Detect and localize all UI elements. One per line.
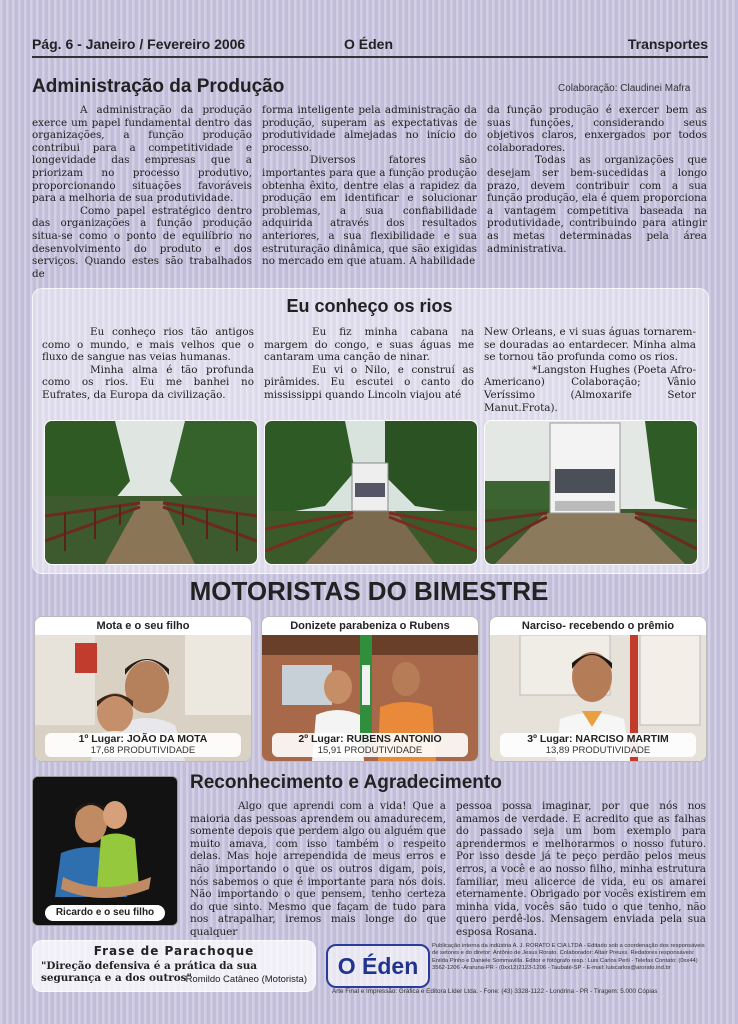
print-credit: Arte Final e Impressão: Gráfica e Editora Líder Ltda. - Fone: (43) 3328-1122 - Londrina - PR - Tiragem: 5.000 Cópias bbox=[332, 988, 658, 995]
phrase-title: Frase de Parachoque bbox=[93, 944, 255, 958]
page-number: Pág. 6 - Janeiro / Fevereiro 2006 bbox=[32, 36, 246, 52]
driver-card-caption bbox=[500, 733, 696, 757]
driver-card-3 bbox=[489, 616, 707, 762]
driver-score: 15,91 PRODUTIVIDADE bbox=[317, 745, 423, 756]
phrase-author: Romildo Catâneo (Motorista) bbox=[185, 974, 307, 985]
poem-column-3 bbox=[484, 326, 696, 414]
paragraph: Diversos fatores são importantes para que a função produção obtenha êxito, dentre elas a rapidez da produção em identificar e solucionar problemas, a sua confiabilidade adquirida através dos resultados anteriores, a sua flexibilidade e sua estruturação dinâmica, que são exigidas no mercado em que atuam. A habilidade bbox=[262, 154, 477, 268]
driver-place: 2º Lugar: RUBENS ANTONIO bbox=[298, 733, 442, 745]
photo-caption: Ricardo e o seu filho bbox=[45, 905, 165, 921]
article-column-1 bbox=[32, 104, 252, 280]
driver-score: 17,68 PRODUTIVIDADE bbox=[90, 745, 196, 756]
driver-card-title: Mota e o seu filho bbox=[96, 620, 190, 632]
paragraph: Minha alma é tão profunda como os rios. Eu me banhei no Eufrates, da Europa da civilização. bbox=[42, 363, 254, 401]
bridge-photo-2 bbox=[264, 420, 478, 565]
article-column-1 bbox=[190, 800, 446, 939]
driver-card-title: Narciso- recebendo o prêmio bbox=[521, 620, 675, 632]
article-column-2 bbox=[262, 104, 477, 268]
newsletter-logo: O Éden bbox=[326, 944, 430, 988]
paragraph: New Orleans, e vi suas águas tornarem-se douradas ao entardecer. Minha alma se tornou tão profunda como os rios. bbox=[484, 326, 696, 364]
phrase-box bbox=[32, 940, 316, 992]
paragraph: Todas as organizações que desejam ser bem-sucedidas a longo prazo, devem contribuir com a sua função produção, ela é quem proporciona a vantagem competitiva baseada na produtividade, contribuindo para atingir as metas determinadas pela área administrativa. bbox=[487, 154, 707, 255]
newsletter-title: O Éden bbox=[344, 36, 394, 52]
driver-place: 3º Lugar: NARCISO MARTIM bbox=[527, 733, 669, 745]
paragraph: A administração da produção exerce um papel fundamental dentro das organizações, a função produção contribui para a competitividade e longevidade das empresas que a priorizam no processo produtivo, proporcionando situações favoráveis para a melhoria de sua produtividade. bbox=[32, 104, 252, 205]
paragraph: Eu conheço rios tão antigos como o mundo, e mais velhos que o fluxo de sangue nas veias humanas. bbox=[42, 326, 254, 364]
paragraph: da função produção é exercer bem as suas funções, considerando seus objetivos claros, enxergados por todos colaboradores. bbox=[487, 104, 707, 154]
article-title: Reconhecimento e Agradecimento bbox=[190, 772, 502, 793]
message-signature: Mensagem enviada pela sua esposa Rosana. bbox=[456, 913, 707, 938]
drivers-title: MOTORISTAS DO BIMESTRE bbox=[189, 576, 549, 606]
article-credit: Colaboração: Claudinei Mafra bbox=[558, 83, 691, 94]
paragraph: Como papel estratégico dentro das organizações a função produção situa-se como o ponto de equilíbrio no desenvolvimento do produto e dos serviços. Quando estes são trabalhados de bbox=[32, 204, 252, 280]
driver-card-caption bbox=[45, 733, 241, 757]
paragraph: forma inteligente pela administração da produção, superam as expectativas de produtividade almejadas no início do processo. bbox=[262, 104, 477, 154]
paragraph-text: pessoa possa imaginar, por que nós nos amamos de verdade. E acredito que as falhas do passado seja um bom exemplo para aprendermos e melhorarmos o nosso futuro. Por isso desde já te peço perdão pelos meus erros, a você e ao nosso filho, minha estrutura familiar, meu alicerce de vida, eu os amarei eternamente. Obrigado por vocês existirem em minha vida, vocês são tudo o que tenho, não quero perdê-los. bbox=[456, 800, 706, 926]
paragraph: Eu vi o Nilo, e construí as pirâmides. Eu escutei o canto do mississippi quando Lincoln viajou até bbox=[264, 363, 474, 401]
driver-score: 13,89 PRODUTIVIDADE bbox=[545, 745, 651, 756]
bridge-photo-3 bbox=[484, 420, 698, 565]
driver-card-caption bbox=[272, 733, 468, 757]
page-header bbox=[32, 36, 708, 58]
driver-card-2 bbox=[261, 616, 479, 762]
driver-card-title: Donizete parabeniza o Rubens bbox=[290, 620, 450, 632]
driver-place: 1º Lugar: JOÃO DA MOTA bbox=[78, 733, 208, 745]
article-title: Administração da Produção bbox=[32, 76, 285, 97]
poem-title: Eu conheço os rios bbox=[286, 296, 453, 316]
article-column-2 bbox=[456, 800, 706, 939]
poem-column-1 bbox=[42, 326, 254, 402]
driver-card-1 bbox=[34, 616, 252, 762]
poem-column-2 bbox=[264, 326, 474, 402]
bridge-photo-1 bbox=[44, 420, 258, 565]
paragraph: *Langston Hughes (Poeta Afro-Americano) Colaboração; Vânio Veríssimo (Almoxarife Setor Manut.Frota). bbox=[484, 363, 696, 414]
paragraph: Algo que aprendi com a vida! Que a maioria das pessoas aprendem ou amadurecem, somente depois que perdem algo ou alguém que muito amava, com isso também o respeito delas. Mas hoje arrependida de meus erros e não importando o que os outros digam, pois, nós sabemos o que é importante para nós dois. Não importando o que pensem, tenho certeza do que sinto. Mesmo que façam de tudo para nos atrapalhar, iremos mais longe do que qualquer bbox=[190, 800, 446, 938]
paragraph: Eu fiz minha cabana na margem do congo, e suas águas me cantaram uma canção de ninar. bbox=[264, 326, 474, 364]
family-photo bbox=[32, 776, 178, 926]
paragraph bbox=[456, 800, 706, 939]
imprint-text: Publicação interna da indústria A. J. RORATO E CIA LTDA - Editado sob a coordenação dos responsáveis de setores e do diretor: Antônio de Jesus Rorato. Colaborador: Altair Preuss. Redatores responsáveis: Enilda Pinho e Daniele Sommavilla. Editor e fotógrafo resp.: Luis Carlos Perli - Telefax Contato: (0xx44) 3562-1206 -Araruna-PR - (0xx12)2123-1206 - Taubaté-SP - E-mail: luiscarlos@arorato.ind.br bbox=[432, 943, 705, 972]
article-column-3 bbox=[487, 104, 707, 255]
phrase-quote: "Direção defensiva é a prática da sua segurança e a dos outros" bbox=[41, 960, 257, 984]
section-name: Transportes bbox=[627, 36, 708, 52]
